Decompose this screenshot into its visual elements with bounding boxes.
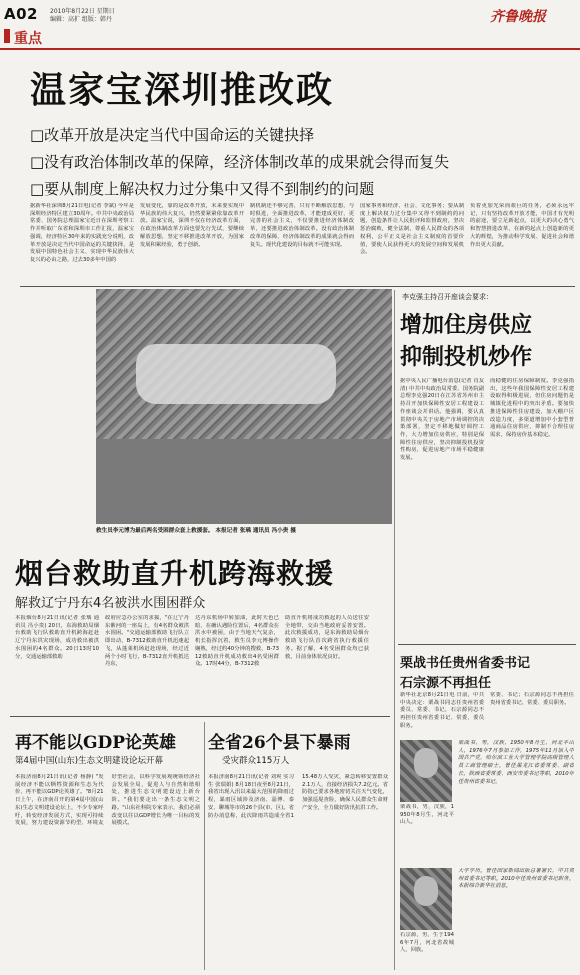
- guizhou-body-col-1: 新华社北京8月21日电 日前，中共中央决定：栗战书同志任贵州省委委员、常委、书记，石宗源同志不再担任贵州省委书记、常委、委员职务。: [400, 692, 484, 729]
- housing-headline-line-2: 抑制投机炒作: [400, 344, 533, 370]
- lead-body-col-2: 发展变化，靠的是改革开放，未来要实现中华民族的伟大复兴，仍然要紧紧依靠改革开放。温家宝说，深圳不仅在经济改革方面，在政治体制改革方面也要先行先试，要继续解放思想，坚定不移推进改革开放，为国家发展积累经验，勇于创新。: [140, 203, 244, 248]
- page-code: A02: [4, 5, 38, 23]
- lead-bottom-rule: [20, 286, 575, 287]
- lead-body-col-1: 据新华社深圳8月21日电(记者 李斌) 今年是深圳经济特区建立30周年。中共中央政治局常委、国务院总理温家宝近日在深圳考察工作并听取广东省和深圳市工作汇报，温家宝强调，经济特区30年来的实践充分说明，改革开放是决定当代中国命运的关键抉择，是发展中国特色社会主义、实现中华民族伟大复兴的必由之路，过去30多年中国的: [30, 203, 134, 263]
- date-line: 2010年8月22日 星期日: [50, 8, 115, 15]
- section-label: 重点: [14, 31, 42, 47]
- guizhou-subhead: 石宗源不再担任: [400, 676, 492, 691]
- photo-caption: 救生员李元博为最后两名受困群众套上救援套。 本报记者 张瑀 通讯员 冯小贵 摄: [96, 528, 296, 534]
- masthead-rule: [0, 48, 580, 50]
- rescue-bottom-rule: [10, 716, 390, 717]
- water-shape: [96, 439, 392, 524]
- rescue-body-col-1: 本报烟台8月21日讯(记者 张瑀 通讯员 冯小贵) 20日，东海救助局烟台救助飞行队救助直升机跨海赶赴辽宁丹东洪灾现场，成功救出被洪水围困的4名群众。20日13时10分，交通运输部救助: [15, 615, 99, 660]
- rescue-body-col-2: 政府应急办公室的求援，"在辽宁丹东紫河的一座岛上，有4名群众被洪水围困。"交通运输部救助飞行队立即出动，B-7312救助直升机迅速起飞，从蓬莱机场赶赴现场，经过近两个小时飞行，B-7312直升机抵达丹东，: [105, 615, 189, 668]
- lead-subheading-2: □没有政治体制改革的保障，经济体制改革的成果就会得而复失: [30, 153, 450, 171]
- portrait-shi-caption: 石宗源，男，生于1946年7月，河北省故城人，回族。: [400, 932, 454, 954]
- housing-body-col-1: 据中央人民广播电台消息(记者 肖友清) 中共中央政治局常委、国务院副总理李克强20日在江苏省苏州市主持召开加快保障性安居工程建设工作座谈会并讲话。他强调，要认真贯彻中央关于房地产市场调控的决策部署，坚定不移地做好调控工作，大力增加住房供应，特别是保障性住房供应，坚决抑制投机投资性购房，促进房地产市场平稳健康发展。: [400, 378, 484, 462]
- housing-body-col-2: 而稳健的住房保障制度。李克强指出，这些年我国保障性安居工程建设取得积极进展，但住房问题仍是城镇化进程中的突出矛盾。要加快推进保障性住房建设，加大棚户区改造力度，多渠道增加中小套型普通商品住房供应，抑制不合理住房需求，保持房价基本稳定。: [490, 378, 574, 438]
- housing-bottom-rule: [398, 644, 576, 645]
- rescue-photo: [96, 289, 392, 524]
- lead-body-col-4: 国家事务和经济、社会、文化事务；要从制度上解决权力过分集中又得不到制约的问题，创造条件让人民批评和监督政府，坚决惩治腐败，健全法制，尊重人民群众的各项权利，公平正义是社会主义制度的首要价值，要使人民获得更大的发展空间和发展机会。: [360, 203, 464, 256]
- housing-kicker: 李克强主持召开座谈会要求：: [402, 293, 493, 301]
- portrait-shi-zongyuan: [400, 868, 452, 930]
- flood-body: 本报济南8月21日讯(记者 刘爽 实习生 张瑞娟) 8月18日夜至8月21日，我省出现入汛以来最大范围的降雨过程，暴雨区域涉及济南、淄博、泰安、聊城等市的26个县(市、区)。省防办消息称，此次降雨共造成全省115.48万人受灾，紧急转移安置群众2.1万人，直接经济损失7.2亿元。省防指已要求各地密切关注天气变化，加强巡堤查险，确保人民群众生命财产安全，全力做好防汛抗洪工作。: [208, 774, 388, 819]
- gdp-body: 本报济南8月21日讯(记者 杨静) "发展经济不能以牺牲资源和生态为代价，再不能以GDP论英雄了。"8月21日上午，在济南召开的第4届中国(山东)生态文明建设论坛上，不少专家呼吁，转变经济发展方式，实现可持续发展，努力建设资源节约型、环境友好型社会，以科学发展观统领经济社会发展全局，促进人与自然和谐相处，推进生态文明建设迈上新台阶。"我们要走出一条生态文明之路。"山东社科院专家表示，我们必须改变以往以GDP增长为唯一目标的发展模式。: [15, 774, 200, 827]
- portrait-li-caption: 栗战书，男，汉族，1950年8月生，河北平山人。: [400, 804, 454, 826]
- portrait-face: [414, 876, 438, 906]
- profile-li-zhanshu: 栗战书，男，汉族，1950年8月生，河北平山人，1976年7月参加工作，1975年11月加入中国共产党，哈尔滨工业大学管理学院高级管理人员工商管理硕士。曾任黑龙江省委常委、副省长，陕西省委常委、西安市委书记等职，2010年任贵州省委书记。: [458, 740, 574, 785]
- flood-headline: 全省26个县下暴雨: [208, 733, 351, 753]
- profile-shi-zongyuan: 大学学历。曾任国家新闻出版总署署长，中共贵州省委书记等职。2010年任贵州省委书记职务。本报综合新华社消息。: [458, 868, 574, 890]
- housing-headline-line-1: 增加住房供应: [400, 312, 533, 338]
- helicopter-shape: [136, 344, 336, 404]
- lead-subheading-3: □要从制度上解决权力过分集中又得不到制约的问题: [30, 180, 375, 198]
- lead-subheading-1: □改革开放是决定当代中国命运的关键抉择: [30, 126, 315, 144]
- lead-body-col-3: 制机制还不够完善，只有不断解放思想，与时俱进，全面推进改革，才能建成更好、更完善的社会主义，不仅要推进经济体制改革，还要推进政治体制改革。没有政治体制改革的保障，经济体制改革的成果就会得而复失。现代化建设的目标就不可能实现。: [250, 203, 354, 248]
- editor-line: 编辑：高扩 组版：韩丹: [50, 16, 112, 23]
- guizhou-headline: 栗战书任贵州省委书记: [400, 656, 531, 671]
- lead-body-col-5: 负着更加光荣而艰巨的任务，必须永远牢记，只有坚持改革开放才能，中国才有光明的前途，要立足新起点，以更大的决心勇气和智慧推进改革，在新的起点上创造新的更大的辉煌，为推动科学发展、促进社会和谐作出更大贡献。: [470, 203, 574, 248]
- right-column-divider: [394, 290, 395, 970]
- guizhou-body-col-2: 常委、书记；石宗源同志不再担任贵州省委书记、常委、委员职务。: [490, 692, 574, 706]
- rescue-body-col-3: 达丹东机场中转加油，此时天色已暗，在确认遇险位置后，4名群众在洪水中被困，由于当地天气复杂，机长指挥沉着，救生员李元博操作娴熟，经过约40分钟的搜救，B-7312救助直升机成功救出4名受困群众。17时44分，B-7312救: [195, 615, 279, 668]
- portrait-face: [414, 748, 438, 778]
- rescue-subhead: 解救辽宁丹东4名被洪水围困群众: [15, 596, 206, 611]
- portrait-li-zhanshu: [400, 740, 452, 802]
- flood-subhead: 受灾群众115万人: [222, 756, 290, 766]
- brand-logo: 齐鲁晚报: [490, 9, 546, 25]
- rescue-body-col-4: 助直升机将成功救起的人员送往安全地带，交由当地政府妥善安置。此次救援成功，是东海救助局烟台救助飞行队首次跨省执行救援任务。据了解，4名受困群众均已获救，目前身体状况良好。: [285, 615, 369, 660]
- section-marker: [4, 29, 10, 43]
- gdp-subhead: 第4届中国(山东)生态文明建设论坛开幕: [15, 756, 164, 766]
- gdp-flood-divider: [204, 722, 205, 970]
- rescue-headline: 烟台救助直升机跨海救援: [15, 557, 335, 590]
- gdp-headline: 再不能以GDP论英雄: [15, 733, 177, 753]
- lead-headline: 温家宝深圳推改政: [30, 69, 335, 111]
